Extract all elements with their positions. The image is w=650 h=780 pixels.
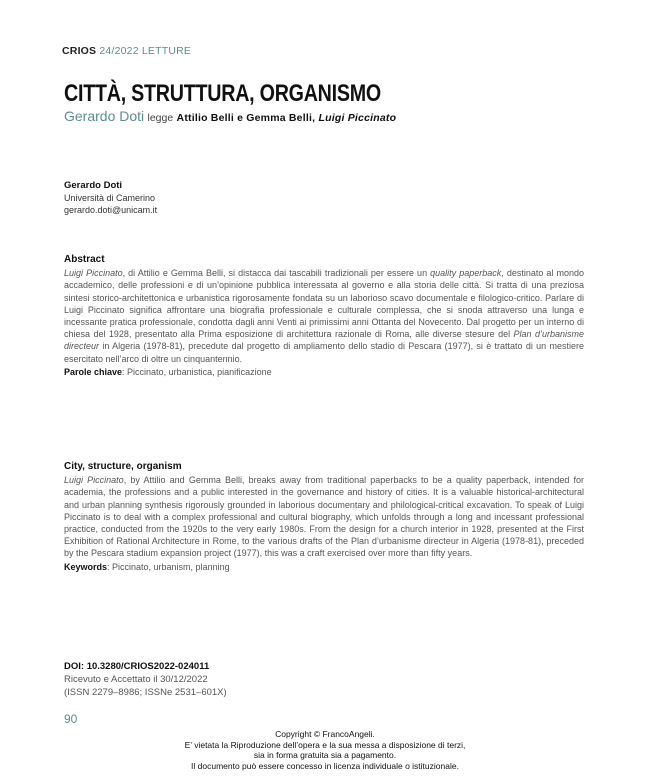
keywords-it: : Piccinato, urbanistica, pianificazione [122, 366, 272, 377]
english-abstract-section [64, 461, 584, 573]
english-text: , by Attilio and Gemma Belli, breaks away from traditional paperbacks to be a quality paperback, intended for academia, the professions and a public interested in the governance and history of cities. It is a valuable historical-architectural and urban planning synthesis rigorously grounded in laborious documentary and philological-critical excavation. To speak of Luigi Piccinato is to deal with a complex professional and cultural biography, which unfolds through a long and incessant professional practice, conducted from the 1920s to the very early 1980s. From the design for a church interior in 1928, presented at the First Exhibition of Rational Architecture in Rome, to the various drafts of the Plan d’urbanisme directeur in Algeria (1978-81), preceded by the Pescara stadium expansion project (1977), this was a craft exercised over more than fifty years. [64, 475, 584, 559]
keywords-label-en: Keywords [64, 561, 108, 572]
running-head [62, 45, 191, 57]
reads-label: legge [147, 112, 174, 124]
abstract-body [64, 267, 584, 365]
copyright-line-4: Il documento può essere concesso in licenza individuale o istituzionale. [191, 760, 459, 771]
abstract-italic-title: Luigi Piccinato [64, 268, 123, 279]
author-affiliation [64, 180, 157, 216]
author-institution: Università di Camerino [64, 193, 156, 203]
reviewer-name: Gerardo Doti [64, 108, 145, 124]
author-email[interactable]: gerardo.doti@unicam.it [64, 205, 158, 215]
copyright-line-1: Copyright © FrancoAngeli. [275, 729, 375, 739]
book-title: Luigi Piccinato [318, 112, 397, 124]
journal-issue: 24/2022 LETTURE [99, 45, 192, 57]
copyright-notice [0, 729, 650, 771]
abstract-text-2: , destinato al mondo accademico, delle professioni e di un’opinione pubblica interessata al governo e alla storia delle città. Si tratta di una preziosa sintesi storico-architettonica e urbanistica rigorosamente fondata su un laborioso scavo documentale e filologico-critico. Parlare di Luigi Piccinato significa affrontare una biografia professionale e culturale complessa, che si snoda attraverso una lunga e incessante pratica professionale, condotta dagli anni Venti ai primissimi anni Ottanta del Novecento. Dal progetto per un interno di chiesa del 1928, presentato alla Prima esposizione di architettura razionale di Roma, alle diverse stesure del [64, 268, 584, 340]
abstract-heading: Abstract [64, 254, 105, 265]
english-heading: City, structure, organism [64, 461, 182, 472]
keywords-label-it: Parole chiave [64, 366, 123, 377]
english-italic-title: Luigi Piccinato [64, 475, 124, 486]
abstract-section [64, 254, 584, 378]
page-number: 90 [64, 712, 78, 726]
article-meta [64, 660, 227, 699]
copyright-line-2: E’ vietata la Riproduzione dell’opera e la sua messa a disposizione di terzi, [184, 739, 466, 750]
abstract-keywords [64, 366, 584, 378]
article-title: CITTÀ, STRUTTURA, ORGANISMO [64, 80, 381, 107]
abstract-text-1: , di Attilio e Gemma Belli, si distacca dai tascabili tradizionali per essere un [122, 268, 431, 279]
keywords-en: : Piccinato, urbanism, planning [107, 561, 230, 572]
doi[interactable]: DOI: 10.3280/CRIOS2022-024011 [64, 661, 210, 672]
issn: (ISSN 2279–8986; ISSNe 2531–601X) [64, 687, 227, 698]
received-date: Ricevuto e Accettato il 30/12/2022 [64, 674, 208, 685]
abstract-italic-term: quality paperback [430, 268, 502, 279]
abstract-italic-plan: Plan d’urbanisme directeur [64, 329, 584, 352]
article-subtitle [64, 108, 396, 124]
journal-brand: CRIOS [62, 45, 97, 57]
english-keywords [64, 561, 584, 573]
author-name: Gerardo Doti [64, 180, 123, 191]
book-authors: Attilio Belli e Gemma Belli, [176, 112, 316, 124]
english-body [64, 474, 584, 559]
copyright-line-3: sia in forma gratuita sia a pagamento. [253, 750, 397, 760]
abstract-text-3: in Algeria (1978-81), precedute dal progetto di ampliamento dello stadio di Pescara (1977), si è trattato di un mestiere esercitato nell’arco di oltre un cinquantennio. [64, 341, 584, 364]
